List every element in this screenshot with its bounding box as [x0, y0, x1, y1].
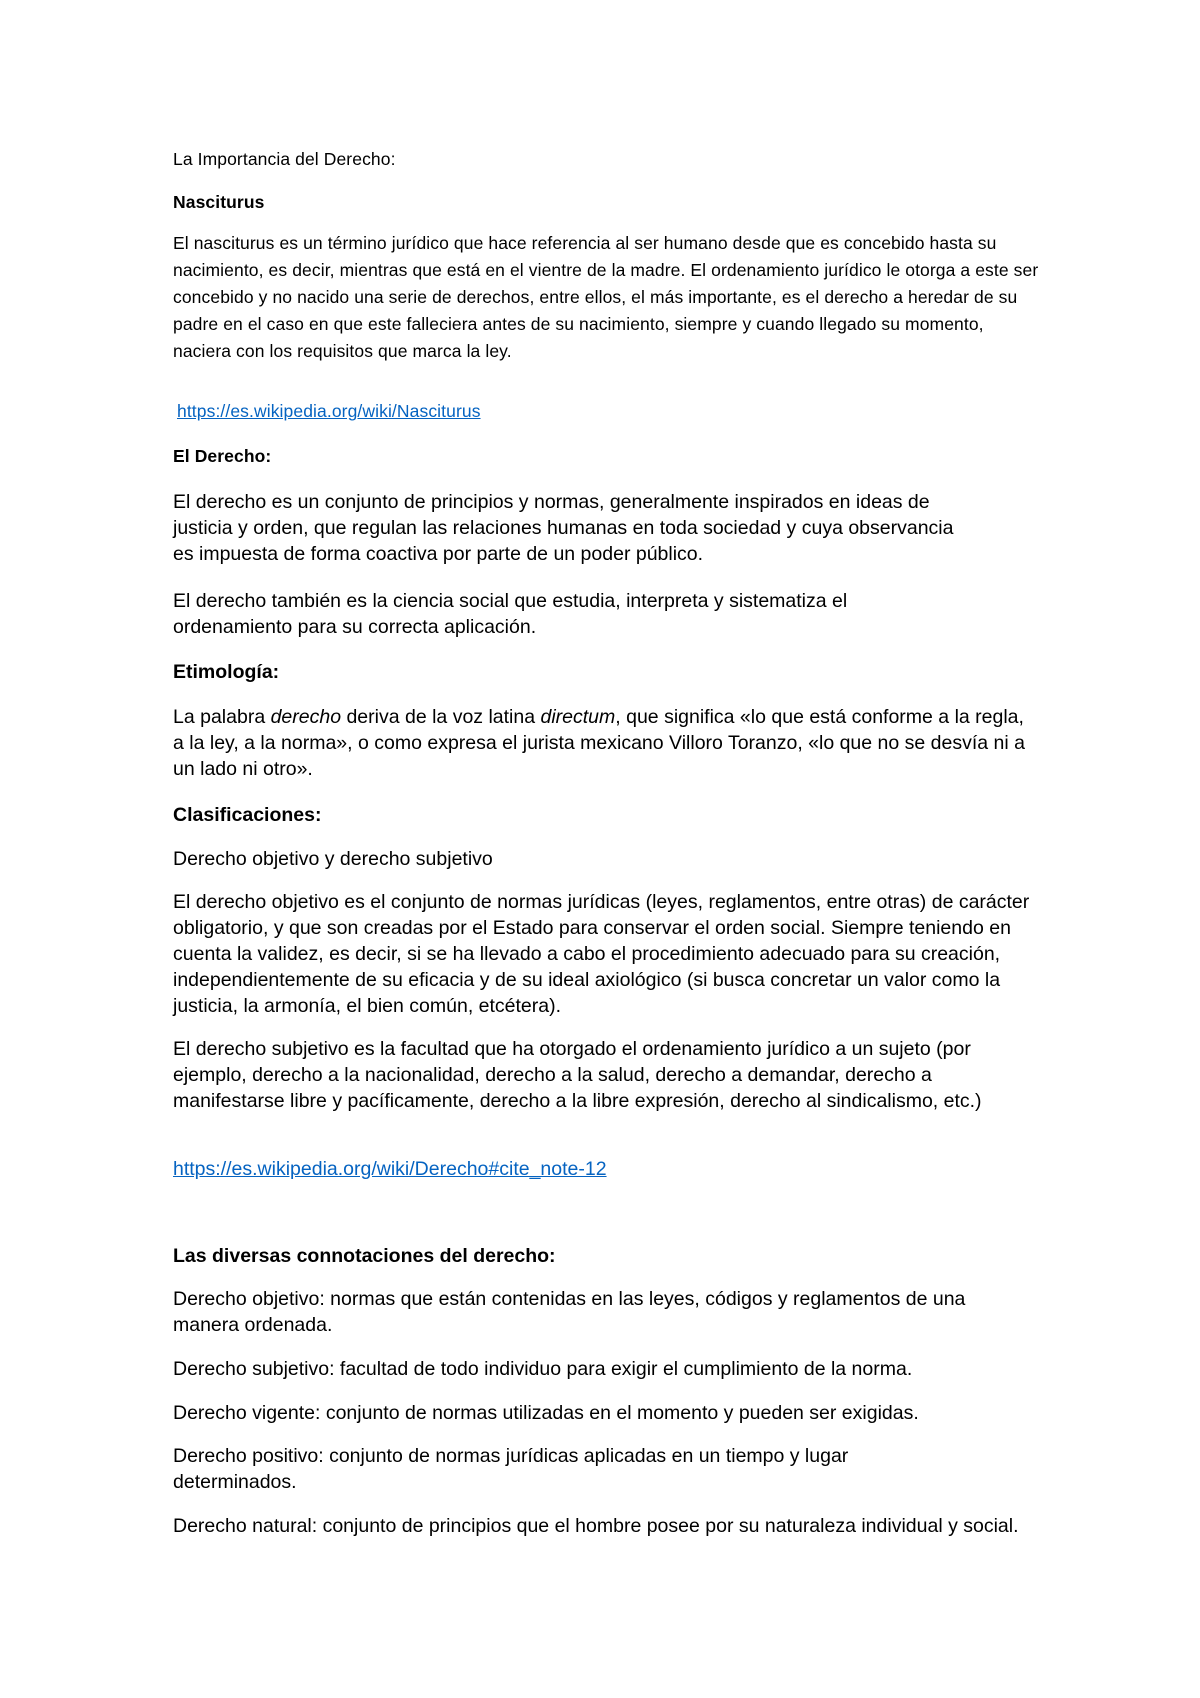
derecho-link[interactable]: https://es.wikipedia.org/wiki/Derecho#cite_note-12 — [173, 1158, 607, 1180]
connotacion-item: Derecho positivo: conjunto de normas jurídicas aplicadas en un tiempo y lugar determinados. — [173, 1445, 849, 1493]
etimologia-heading: Etimología: — [173, 661, 280, 683]
derecho-subjetivo-paragraph: El derecho subjetivo es la facultad que ha otorgado el ordenamiento jurídico a un sujeto (por ejemplo, derecho a la nacionalidad, derecho a la salud, derecho a demandar, derecho a manifestarse libre y pacíficamente, derecho a la libre expresión, derecho al sindicalismo, etc.) — [173, 1038, 982, 1112]
derecho-paragraph-1: El derecho es un conjunto de principios y normas, generalmente inspirados en ideas de justicia y orden, que regulan las relaciones humanas en toda sociedad y cuya observancia es impuesta de forma coactiva por parte de un poder público. — [173, 491, 954, 565]
clasificaciones-subheading: Derecho objetivo y derecho subjetivo — [173, 848, 493, 870]
derecho-objetivo-paragraph: El derecho objetivo es el conjunto de normas jurídicas (leyes, reglamentos, entre otras) de carácter obligatorio, y que son creadas por el Estado para conservar el orden social. Siempre teniendo en cuenta la validez, es decir, si se ha llevado a cabo el procedimiento adecuado para su creación, independientemente de su eficacia y de su ideal axiológico (si busca concretar un valor como la justicia, la armonía, el bien común, etcétera). — [173, 891, 1030, 1017]
derecho-heading: El Derecho: — [173, 446, 272, 466]
connotacion-item: Derecho objetivo: normas que están contenidas en las leyes, códigos y reglamentos de una manera ordenada. — [173, 1288, 966, 1336]
nasciturus-link[interactable]: https://es.wikipedia.org/wiki/Nasciturus — [177, 401, 481, 421]
document-title: La Importancia del Derecho: — [173, 149, 396, 169]
connotacion-item: Derecho subjetivo: facultad de todo individuo para exigir el cumplimiento de la norma. — [173, 1358, 913, 1380]
etimologia-text-middle: deriva de la voz latina — [341, 706, 541, 728]
derecho-link-line — [173, 1156, 1053, 1182]
nasciturus-link-line — [173, 398, 1057, 425]
nasciturus-heading: Nasciturus — [173, 192, 265, 212]
etimologia-word-derecho: derecho — [270, 706, 342, 728]
connotacion-item: Derecho vigente: conjunto de normas utilizadas en el momento y pueden ser exigidas. — [173, 1402, 919, 1424]
etimologia-word-directum: directum — [540, 706, 616, 728]
connotacion-item: Derecho natural: conjunto de principios que el hombre posee por su naturaleza individual y social. — [173, 1515, 1019, 1537]
etimologia-text-before: La palabra — [173, 706, 271, 728]
derecho-paragraph-2: El derecho también es la ciencia social que estudia, interpreta y sistematiza el ordenamiento para su correcta aplicación. — [173, 590, 848, 638]
etimologia-paragraph — [173, 704, 1033, 782]
etimologia-text-after: , que significa «lo que está conforme a la regla, a la ley, a la norma», o como expresa el jurista mexicano Villoro Toranzo, «lo que no se desvía ni a un lado ni otro». — [173, 706, 1025, 780]
connotaciones-heading: Las diversas connotaciones del derecho: — [173, 1245, 556, 1267]
nasciturus-paragraph: El nasciturus es un término jurídico que hace referencia al ser humano desde que es concebido hasta su nacimiento, es decir, mientras que está en el vientre de la madre. El ordenamiento jurídico le otorga a este ser concebido y no nacido una serie de derechos, entre ellos, el más importante, es el derecho a heredar de su padre en el caso en que este falleciera antes de su nacimiento, siempre y cuando llegado su momento, naciera con los requisitos que marca la ley. — [173, 233, 1039, 361]
clasificaciones-heading: Clasificaciones: — [173, 804, 322, 826]
